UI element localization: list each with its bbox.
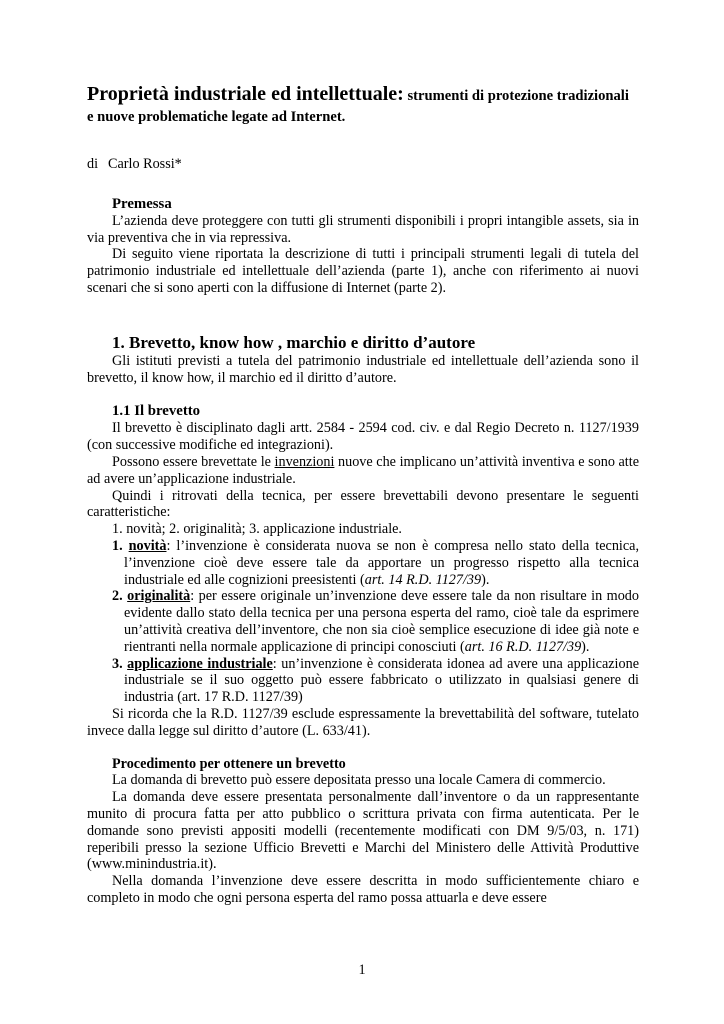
title-main: Proprietà industriale ed intellettuale: bbox=[87, 83, 404, 105]
document-page bbox=[87, 84, 639, 907]
heading-procedimento: Procedimento per ottenere un brevetto bbox=[112, 755, 346, 772]
section-1-paragraph: Gli istituti previsti a tutela del patrimonio industriale ed intellettuale dell’azienda sono il brevetto, il know how, il marchio ed il diritto d’autore. bbox=[87, 352, 639, 386]
heading-section-1: 1. Brevetto, know how , marchio e diritto d’autore bbox=[112, 332, 476, 352]
brevetto-paragraph-4: 1. novità; 2. originalità; 3. applicazione industriale. bbox=[112, 521, 402, 538]
title-subtitle: strumenti di protezione tradizionali e nuove problematiche legate ad Internet. bbox=[87, 88, 629, 125]
heading-premessa: Premessa bbox=[112, 195, 172, 212]
invenzioni-term: invenzioni bbox=[274, 453, 335, 470]
brevetto-paragraph-5: Si ricorda che la R.D. 1127/39 esclude espressamente la brevettabilità del software, tutelato invece dalla legge sul diritto d’autore (L. 633/41). bbox=[87, 705, 639, 739]
premessa-paragraph-1: L’azienda deve proteggere con tutti gli strumenti disponibili i propri intangible assets, sia in via preventiva che in via repressiva. bbox=[87, 212, 639, 246]
list-item: 1. novità: l’invenzione è considerata nuova se non è compresa nello stato della tecnica, l’invenzione cioè deve essere tale da apportare un progresso rispetto alla tecnica industriale ed alle cognizioni preesistenti (art. 14 R.D. 1127/39). bbox=[112, 537, 640, 588]
list-item: 2. originalità: per essere originale un’invenzione deve essere tale da non risultare in modo evidente dallo stato della tecnica per una persona esperta del ramo, cioè tale da esprimere un’attività creativa dell’inventore, che non sia cioè semplice esecuzione di idee già note e rientranti nella normale applicazione di principi conosciuti (art. 16 R.D. 1127/39). bbox=[112, 588, 639, 655]
procedimento-paragraph-1: La domanda di brevetto può essere depositata presso una locale Camera di commercio. bbox=[112, 772, 606, 789]
brevetto-paragraph-3: Quindi i ritrovati della tecnica, per essere brevettabili devono presentare le seguenti caratteristiche: bbox=[87, 487, 639, 521]
brevetto-paragraph-1: Il brevetto è disciplinato dagli artt. 2584 - 2594 cod. civ. e dal Regio Decreto n. 1127/1939 (con successive modifiche ed integrazioni). bbox=[87, 420, 639, 454]
premessa-paragraph-2: Di seguito viene riportata la descrizione di tutti i principali strumenti legali di tutela del patrimonio industriale ed intellettuale dell’azienda (parte 1), anche con riferimento ai nuovi scenari che si sono aperti con la diffusione di Internet (parte 2). bbox=[87, 246, 639, 296]
criteria-list bbox=[87, 538, 639, 706]
list-item: 3. applicazione industriale: un’invenzione è considerata idonea ad avere una applicazione industriale se il suo oggetto può essere fabbricato o utilizzato in qualsiasi genere di industria (art. 17 R.D. 1127/39) bbox=[112, 655, 639, 706]
author-name: Carlo Rossi* bbox=[108, 156, 182, 172]
procedimento-paragraph-2: La domanda deve essere presentata personalmente dall’inventore o da un rappresentante munito di procura fatta per atto pubblico o scrittura privata con firma autenticata. Per le domande sono previsti appositi modelli (recentemente modificati con DM 9/5/03, n. 171) reperibili presso la sezione Ufficio Brevetti e Marchi del Ministero delle Attività Produttive (www.minindustria.it). bbox=[87, 789, 639, 873]
brevetto-paragraph-2: Possono essere brevettate le invenzioni nuove che implicano un’attività inventiva e sono atte ad avere un’applicazione industriale. bbox=[87, 453, 639, 487]
procedimento-paragraph-3: Nella domanda l’invenzione deve essere descritta in modo sufficientemente chiaro e completo in modo che ogni persona esperta del ramo possa attuarla e deve essere bbox=[87, 873, 639, 906]
author-line bbox=[87, 156, 639, 173]
heading-section-1-1: 1.1 Il brevetto bbox=[112, 403, 201, 420]
page-number: 1 bbox=[358, 962, 366, 978]
document-title bbox=[87, 84, 639, 128]
author-prefix: di bbox=[87, 156, 99, 172]
